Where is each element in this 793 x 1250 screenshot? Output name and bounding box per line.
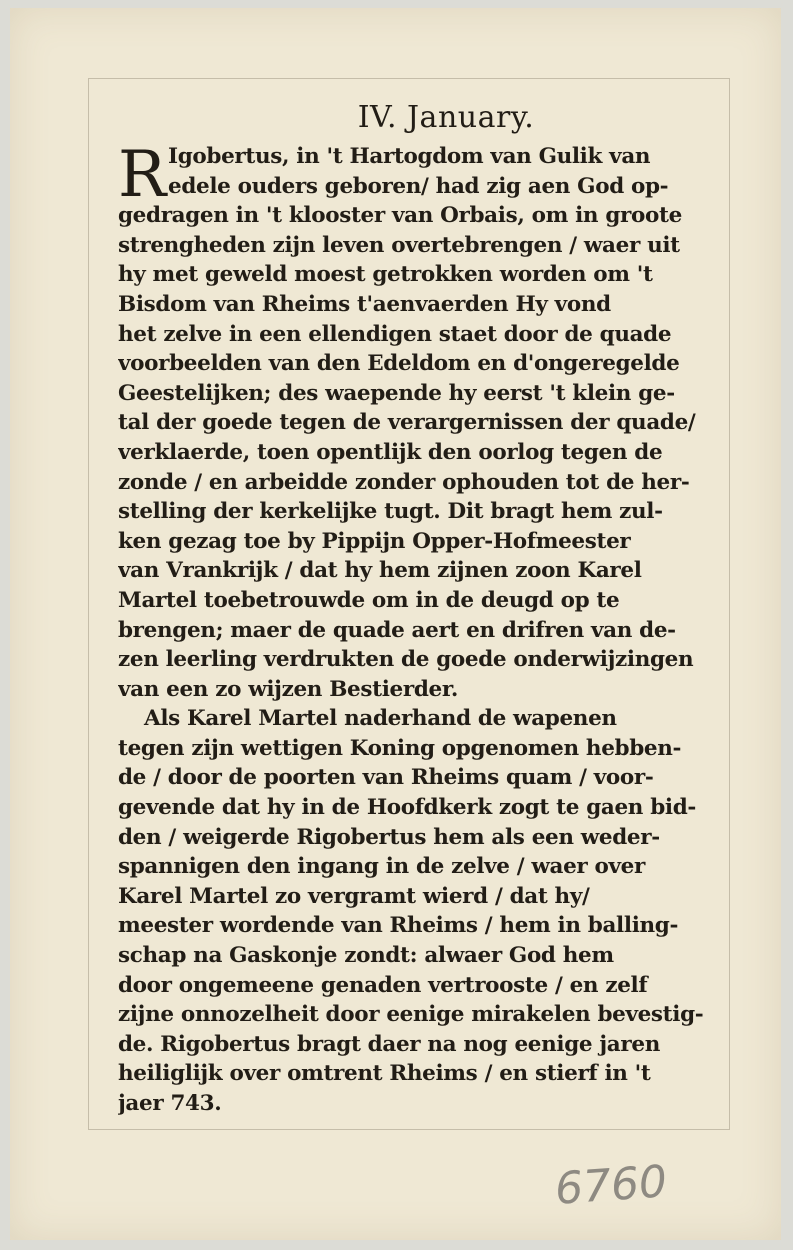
text-line: tegen zijn wettigen Koning opgenomen hebben- bbox=[118, 735, 682, 761]
drop-cap-letter: R bbox=[118, 138, 166, 212]
text-line: verklaerde, toen opentlijk den oorlog tegen de bbox=[118, 439, 663, 465]
text-line: ken gezag toe by Pippijn Opper-Hofmeester bbox=[118, 528, 631, 554]
text-line: zonde / en arbeidde zonder ophouden tot de her- bbox=[118, 469, 690, 495]
text-line: van een zo wijzen Bestierder. bbox=[118, 676, 458, 702]
text-line: zen leerling verdrukten de goede onderwijzingen bbox=[118, 647, 694, 673]
text-line: het zelve in een ellendigen staet door de quade bbox=[118, 321, 672, 347]
page-heading: IV. January. bbox=[357, 100, 535, 135]
text-line: gevende dat hy in de Hoofdkerk zogt te gaen bid- bbox=[118, 795, 696, 821]
text-line: stelling der kerkelijke tugt. Dit bragt hem zul- bbox=[118, 499, 663, 525]
text-line: de / door de poorten van Rheims quam / voor- bbox=[118, 765, 654, 791]
text-line: hy met geweld moest getrokken worden om 't bbox=[118, 262, 653, 288]
text-line: Als Karel Martel naderhand de wapenen bbox=[144, 706, 617, 732]
text-line: edele ouders geboren/ had zig aen God op- bbox=[168, 173, 669, 199]
text-line: van Vrankrijk / dat hy hem zijnen zoon Karel bbox=[118, 558, 642, 584]
paragraph-1 bbox=[118, 138, 730, 704]
text-line: tal der goede tegen de verargernissen der quade/ bbox=[118, 410, 696, 436]
text-line: meester wordende van Rheims / hem in balling- bbox=[118, 913, 679, 939]
text-line: Karel Martel zo vergramt wierd / dat hy/ bbox=[118, 883, 590, 909]
text-line: Martel toebetrouwde om in de deugd op te bbox=[118, 587, 620, 613]
text-line: Geestelijken; des waepende hy eerst 't klein ge- bbox=[118, 380, 675, 406]
text-line: voorbeelden van den Edeldom en d'ongeregelde bbox=[118, 351, 680, 377]
text-line: brengen; maer de quade aert en drifren van de- bbox=[118, 617, 676, 643]
text-line: zijne onnozelheit door eenige mirakelen bevestig- bbox=[118, 1002, 704, 1028]
text-line: de. Rigobertus bragt daer na nog eenige jaren bbox=[118, 1031, 660, 1057]
text-line: Bisdom van Rheims t'aenvaerden Hy vond bbox=[118, 291, 611, 317]
text-line: Igobertus, in 't Hartogdom van Gulik van bbox=[168, 144, 651, 169]
text-line: strengheden zijn leven overtebrengen / waer uit bbox=[118, 232, 680, 258]
text-line: schap na Gaskonje zondt: alwaer God hem bbox=[118, 943, 614, 969]
document-text bbox=[118, 96, 730, 1119]
handwritten-inventory-number: 6760 bbox=[553, 1156, 669, 1215]
text-line: gedragen in 't klooster van Orbais, om in groote bbox=[118, 203, 682, 229]
text-line: den / weigerde Rigobertus hem als een weder- bbox=[118, 824, 660, 850]
text-line: jaer 743. bbox=[118, 1091, 222, 1116]
text-line: heiliglijk over omtrent Rheims / en stierf in 't bbox=[118, 1061, 651, 1087]
text-line: door ongemeene genaden vertrooste / en zelf bbox=[118, 972, 648, 998]
text-line: spannigen den ingang in de zelve / waer over bbox=[118, 854, 645, 880]
paragraph-2 bbox=[118, 704, 730, 1118]
